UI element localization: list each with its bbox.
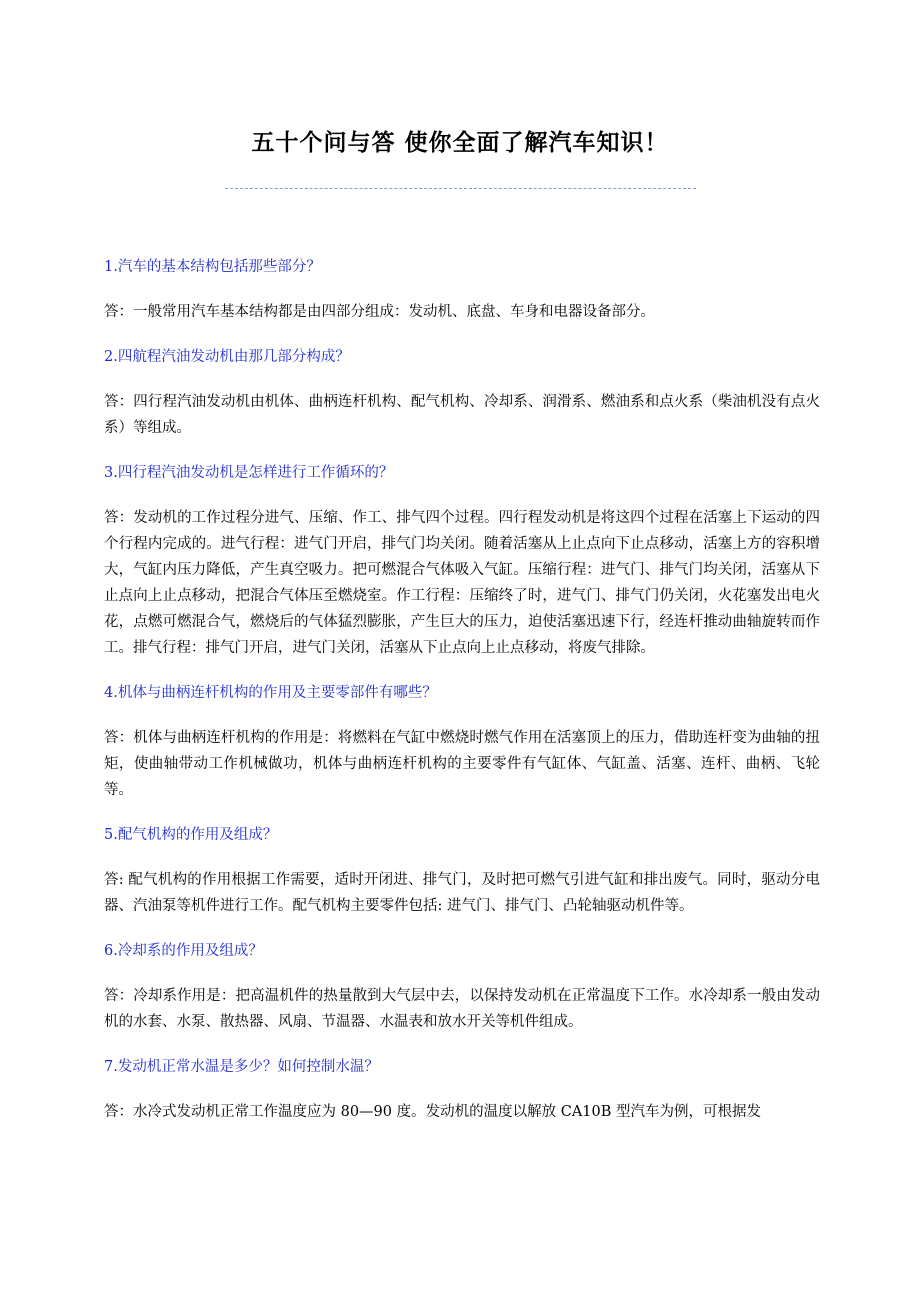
- question-7: 7.发动机正常水温是多少？如何控制水温？: [104, 1059, 379, 1075]
- question-5: 5.配气机构的作用及组成？: [104, 827, 278, 843]
- answer-5: 答: 配气机构的作用根据工作需要，适时开闭进、排气门，及时把可燃气引进气缸和排出废气。同时，驱动分电器、汽油泵等机件进行工作。配气机构主要零件包括: 进气门、排气门、凸轮轴驱动机件等。: [104, 872, 820, 914]
- qa-list: [104, 254, 820, 1144]
- answer-6: 答：冷却系作用是：把高温机件的热量散到大气层中去，以保持发动机在正常温度下工作。水冷却系一般由发动机的水套、水泵、散热器、风扇、节温器、水温表和放水开关等机件组成。: [104, 988, 820, 1030]
- title-divider: [225, 188, 696, 189]
- answer-4: 答：机体与曲柄连杆机构的作用是：将燃料在气缸中燃烧时燃气作用在活塞顶上的压力，借助连杆变为曲轴的扭矩，使曲轴带动工作机械做功，机体与曲柄连杆机构的主要零件有气缸体、气缸盖、活塞、连杆、曲柄、飞轮等。: [104, 730, 820, 798]
- question-4: 4.机体与曲柄连杆机构的作用及主要零部件有哪些？: [104, 685, 437, 701]
- question-1: 1.汽车的基本结构包括那些部分？: [104, 259, 321, 275]
- answer-1: 答：一般常用汽车基本结构都是由四部分组成：发动机、底盘、车身和电器设备部分。: [104, 304, 655, 320]
- page-title: 五十个问与答 使你全面了解汽车知识！: [251, 129, 669, 156]
- question-6: 6.冷却系的作用及组成？: [104, 943, 263, 959]
- question-2: 2.四航程汽油发动机由那几部分构成？: [104, 349, 350, 365]
- answer-3: 答：发动机的工作过程分进气、压缩、作工、排气四个过程。四行程发动机是将这四个过程在活塞上下运动的四个行程内完成的。进气行程：进气门开启，排气门均关闭。随着活塞从上止点向下止点移动，活塞上方的容积增大，气缸内压力降低，产生真空吸力。把可燃混合气体吸入气缸。压缩行程：进气门、排气门均关闭，活塞从下止点向上止点移动，把混合气体压至燃烧室。作工行程：压缩终了时，进气门、排气门仍关闭，火花塞发出电火花，点燃可燃混合气，燃烧后的气体猛烈膨胀，产生巨大的压力，迫使活塞迅速下行，经连杆推动曲轴旋转而作工。排气行程：排气门开启，进气门关闭，活塞从下止点向上止点移动，将废气排除。: [104, 510, 820, 656]
- answer-7: 答：水冷式发动机正常工作温度应为 80—90 度。发动机的温度以解放 CA10B 型汽车为例，可根据发: [104, 1104, 762, 1120]
- answer-2: 答：四行程汽油发动机由机体、曲柄连杆机构、配气机构、冷却系、润滑系、燃油系和点火系（柴油机没有点火系）等组成。: [104, 394, 820, 436]
- question-3: 3.四行程汽油发动机是怎样进行工作循环的？: [104, 465, 394, 481]
